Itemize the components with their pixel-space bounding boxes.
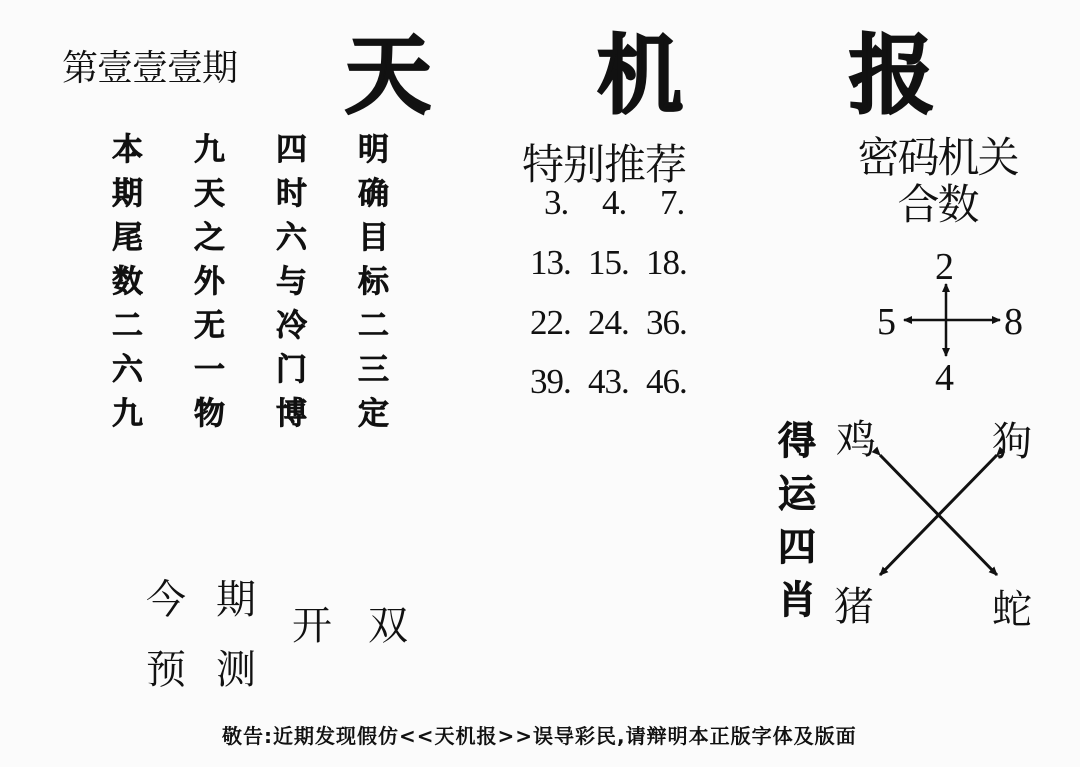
recommend-number: 24. bbox=[588, 303, 629, 342]
password-top-number: 2 bbox=[935, 246, 954, 288]
recommend-number: 15. bbox=[588, 243, 629, 282]
poem-char: 期 bbox=[112, 176, 143, 212]
issue-number: 第壹壹壹期 bbox=[62, 48, 238, 89]
prediction-char: 预 bbox=[146, 647, 186, 693]
zodiac-top-right: 狗 bbox=[992, 419, 1032, 465]
lucky-label-char: 运 bbox=[778, 472, 817, 516]
poem-char: 尾 bbox=[112, 220, 143, 256]
poem-char: 外 bbox=[194, 264, 225, 300]
zodiac-bottom-left: 猪 bbox=[834, 584, 874, 630]
poem-char: 九 bbox=[112, 396, 143, 432]
password-title-line1: 密码机关 bbox=[857, 133, 1018, 182]
poem-char: 确 bbox=[358, 176, 389, 212]
poem-char: 二 bbox=[112, 308, 143, 344]
prediction-char: 测 bbox=[216, 647, 256, 693]
poem-char: 冷 bbox=[276, 308, 307, 344]
prediction-result: 双 bbox=[368, 603, 408, 649]
lucky-label bbox=[778, 415, 818, 627]
password-title-line2: 合数 bbox=[897, 180, 978, 229]
poem-char: 数 bbox=[112, 264, 143, 300]
poem-char: 六 bbox=[112, 352, 143, 388]
poem-char: 时 bbox=[276, 176, 307, 212]
poem-char: 六 bbox=[276, 220, 307, 256]
poem-char: 物 bbox=[194, 396, 225, 432]
recommend-number: 43. bbox=[588, 362, 629, 401]
zodiac-bottom-right: 蛇 bbox=[992, 587, 1032, 633]
recommend-number: 7. bbox=[660, 183, 685, 222]
poem-char: 定 bbox=[358, 396, 389, 432]
recommend-number: 13. bbox=[530, 243, 571, 282]
recommend-title: 特别推荐 bbox=[522, 140, 687, 189]
lucky-label-char: 四 bbox=[778, 525, 817, 569]
poem-char: 门 bbox=[276, 352, 307, 388]
poem-char: 之 bbox=[194, 220, 225, 256]
lucky-label-char: 肖 bbox=[778, 578, 817, 622]
poem-char: 二 bbox=[358, 308, 389, 344]
recommend-number: 4. bbox=[602, 183, 627, 222]
password-right-number: 8 bbox=[1004, 301, 1023, 343]
zodiac-top-left: 鸡 bbox=[836, 417, 876, 463]
poem-char: 标 bbox=[358, 264, 389, 300]
prediction-result: 开 bbox=[292, 603, 332, 649]
footer-notice: 敬告:近期发现假仿<<天机报>>误导彩民,请辩明本正版字体及版面 bbox=[222, 724, 857, 748]
poem-char: 天 bbox=[194, 176, 225, 212]
poem-char: 四 bbox=[276, 132, 307, 168]
prediction-char: 今 bbox=[146, 577, 186, 623]
poem-char: 博 bbox=[276, 396, 307, 432]
recommend-number: 46. bbox=[646, 362, 687, 401]
prediction-char: 期 bbox=[216, 577, 256, 623]
recommend-number: 18. bbox=[646, 243, 687, 282]
poem-char: 一 bbox=[194, 352, 225, 388]
password-bottom-number: 4 bbox=[935, 357, 954, 399]
password-left-number: 5 bbox=[877, 301, 896, 343]
recommend-number: 36. bbox=[646, 303, 687, 342]
poem-char: 三 bbox=[358, 352, 389, 388]
recommend-number: 22. bbox=[530, 303, 571, 342]
poem-char: 无 bbox=[194, 308, 225, 344]
page-title: 天 机 报 bbox=[345, 25, 1003, 126]
poem-char: 目 bbox=[358, 220, 389, 256]
recommend-number: 3. bbox=[544, 183, 569, 222]
poem-char: 九 bbox=[194, 132, 225, 168]
recommend-number: 39. bbox=[530, 362, 571, 401]
poem-char: 明 bbox=[358, 132, 389, 168]
poem-char: 本 bbox=[112, 132, 143, 168]
poem-char: 与 bbox=[276, 264, 307, 300]
lucky-label-char: 得 bbox=[778, 419, 817, 463]
